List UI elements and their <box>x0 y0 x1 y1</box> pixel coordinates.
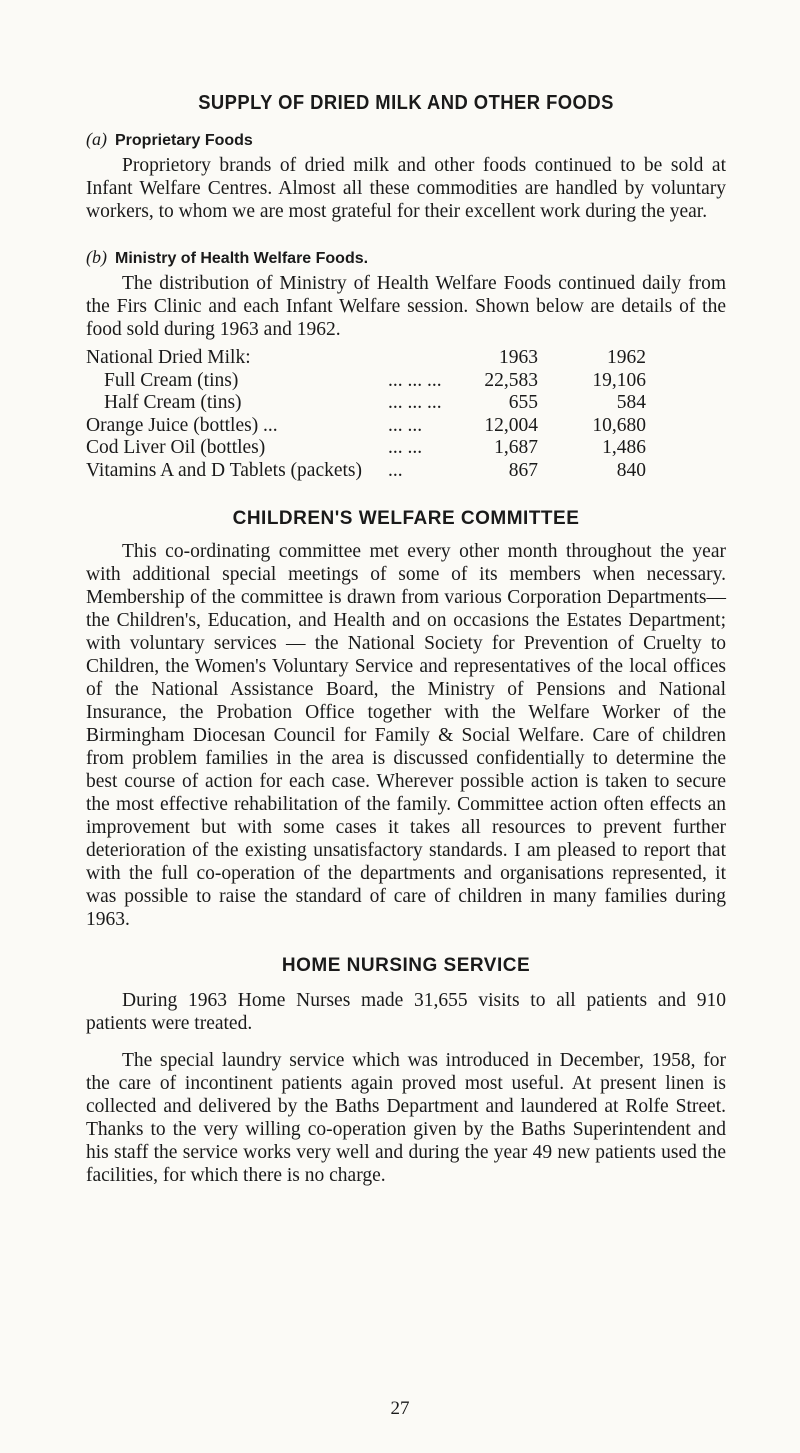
section-a-text: Proprietory brands of dried milk and other foods continued to be sold at Infant Welfare Centres. Almost all these commodities are handled by voluntary workers, to whom we are most grateful for their excellent work during the year. <box>86 155 726 222</box>
value-1963: 12,004 <box>484 414 538 436</box>
foods-table <box>86 347 646 482</box>
value-1962: 19,106 <box>592 369 646 391</box>
row-label: Cod Liver Oil (bottles) <box>86 437 266 458</box>
home-nursing-paragraph-1: During 1963 Home Nurses made 31,655 visits to all patients and 910 patients were treated. <box>86 990 726 1034</box>
section-b <box>86 247 726 341</box>
section-b-title: Ministry of Health Welfare Foods. <box>115 250 369 267</box>
foods-table-header <box>86 347 646 370</box>
childrens-welfare-heading: CHILDREN'S WELFARE COMMITTEE <box>232 508 580 529</box>
home-nursing-paragraph-2: The special laundry service which was introduced in December, 1958, for the care of incontinent patients again proved most useful. At present linen is collected and delivered by the Baths Department and laundered at Rolfe Street. Thanks to the very willing co-operation given by the Baths Superintendent and his staff the service works very well and during the year 49 new patients used the facilities, for which there is no charge. <box>86 1050 726 1186</box>
value-1963: 22,583 <box>484 369 538 391</box>
section-a <box>86 129 726 223</box>
page-body <box>86 92 726 1187</box>
value-1962: 1,486 <box>602 437 646 458</box>
column-header-1963: 1963 <box>499 347 538 368</box>
row-dots: ... ... <box>388 414 423 436</box>
value-1963: 867 <box>508 459 538 481</box>
value-1962: 584 <box>616 392 646 413</box>
column-header-1962: 1962 <box>607 347 646 368</box>
row-dots: ... ... ... <box>388 392 442 413</box>
table-row <box>86 370 646 393</box>
table-row <box>86 392 646 415</box>
section-a-mark: (a) <box>86 129 107 149</box>
childrens-welfare-text: This co-ordinating committee met every other month throughout the year with additional special meetings of some of its members when necessary. Membership of the committee is drawn from various Corporation Departments—the Children's, Education, and Health and on occasions the Estates Department; with voluntary services — the National Society for Prevention of Cruelty to Children, the Women's Voluntary Service and representatives of the local offices of the National Assistance Board, the Ministry of Pensions and National Insurance, the Probation Office together with the Welfare Worker of the Birmingham Diocesan Council for Family & Social Welfare. Care of children from problem families in the area is discussed confidentially to determine the best course of action for each case. Wherever possible action is taken to secure the most effective rehabilitation of the family. Committee action often effects an improvement but with some cases it takes all resources to prevent further deterioration of the existing unsatisfactory standards. I am pleased to report that with the full co-operation of the departments and organisations represented, it was possible to raise the standard of care of children in many families during 1963. <box>86 541 726 930</box>
value-1962: 10,680 <box>592 414 646 436</box>
row-label: Full Cream (tins) <box>104 369 239 391</box>
section-a-title: Proprietary Foods <box>115 132 253 149</box>
row-label: Vitamins A and D Tablets (packets) <box>86 459 363 481</box>
value-1962: 840 <box>616 459 646 481</box>
row-label: Half Cream (tins) <box>104 392 242 413</box>
section-b-mark: (b) <box>86 247 107 267</box>
row-label: Orange Juice (bottles) ... <box>86 414 278 436</box>
home-nursing-heading: HOME NURSING SERVICE <box>281 955 531 976</box>
page-number: 27 <box>390 1398 410 1419</box>
table-row <box>86 460 646 483</box>
value-1963: 1,687 <box>494 437 538 458</box>
section-a-heading <box>86 129 726 150</box>
row-dots: ... ... ... <box>388 369 442 391</box>
row-dots: ... <box>388 459 403 481</box>
value-1963: 655 <box>508 392 538 413</box>
section-b-heading <box>86 247 726 268</box>
section-b-text: The distribution of Ministry of Health Welfare Foods continued daily from the Firs Clinic and each Infant Welfare session. Shown below are details of the food sold during 1963 and 1962. <box>86 273 726 340</box>
table-row <box>86 415 646 438</box>
row-dots: ... ... <box>388 437 423 458</box>
page-title: SUPPLY OF DRIED MILK AND OTHER FOODS <box>198 92 614 114</box>
table-row <box>86 437 646 460</box>
foods-table-heading: National Dried Milk: <box>86 347 251 368</box>
